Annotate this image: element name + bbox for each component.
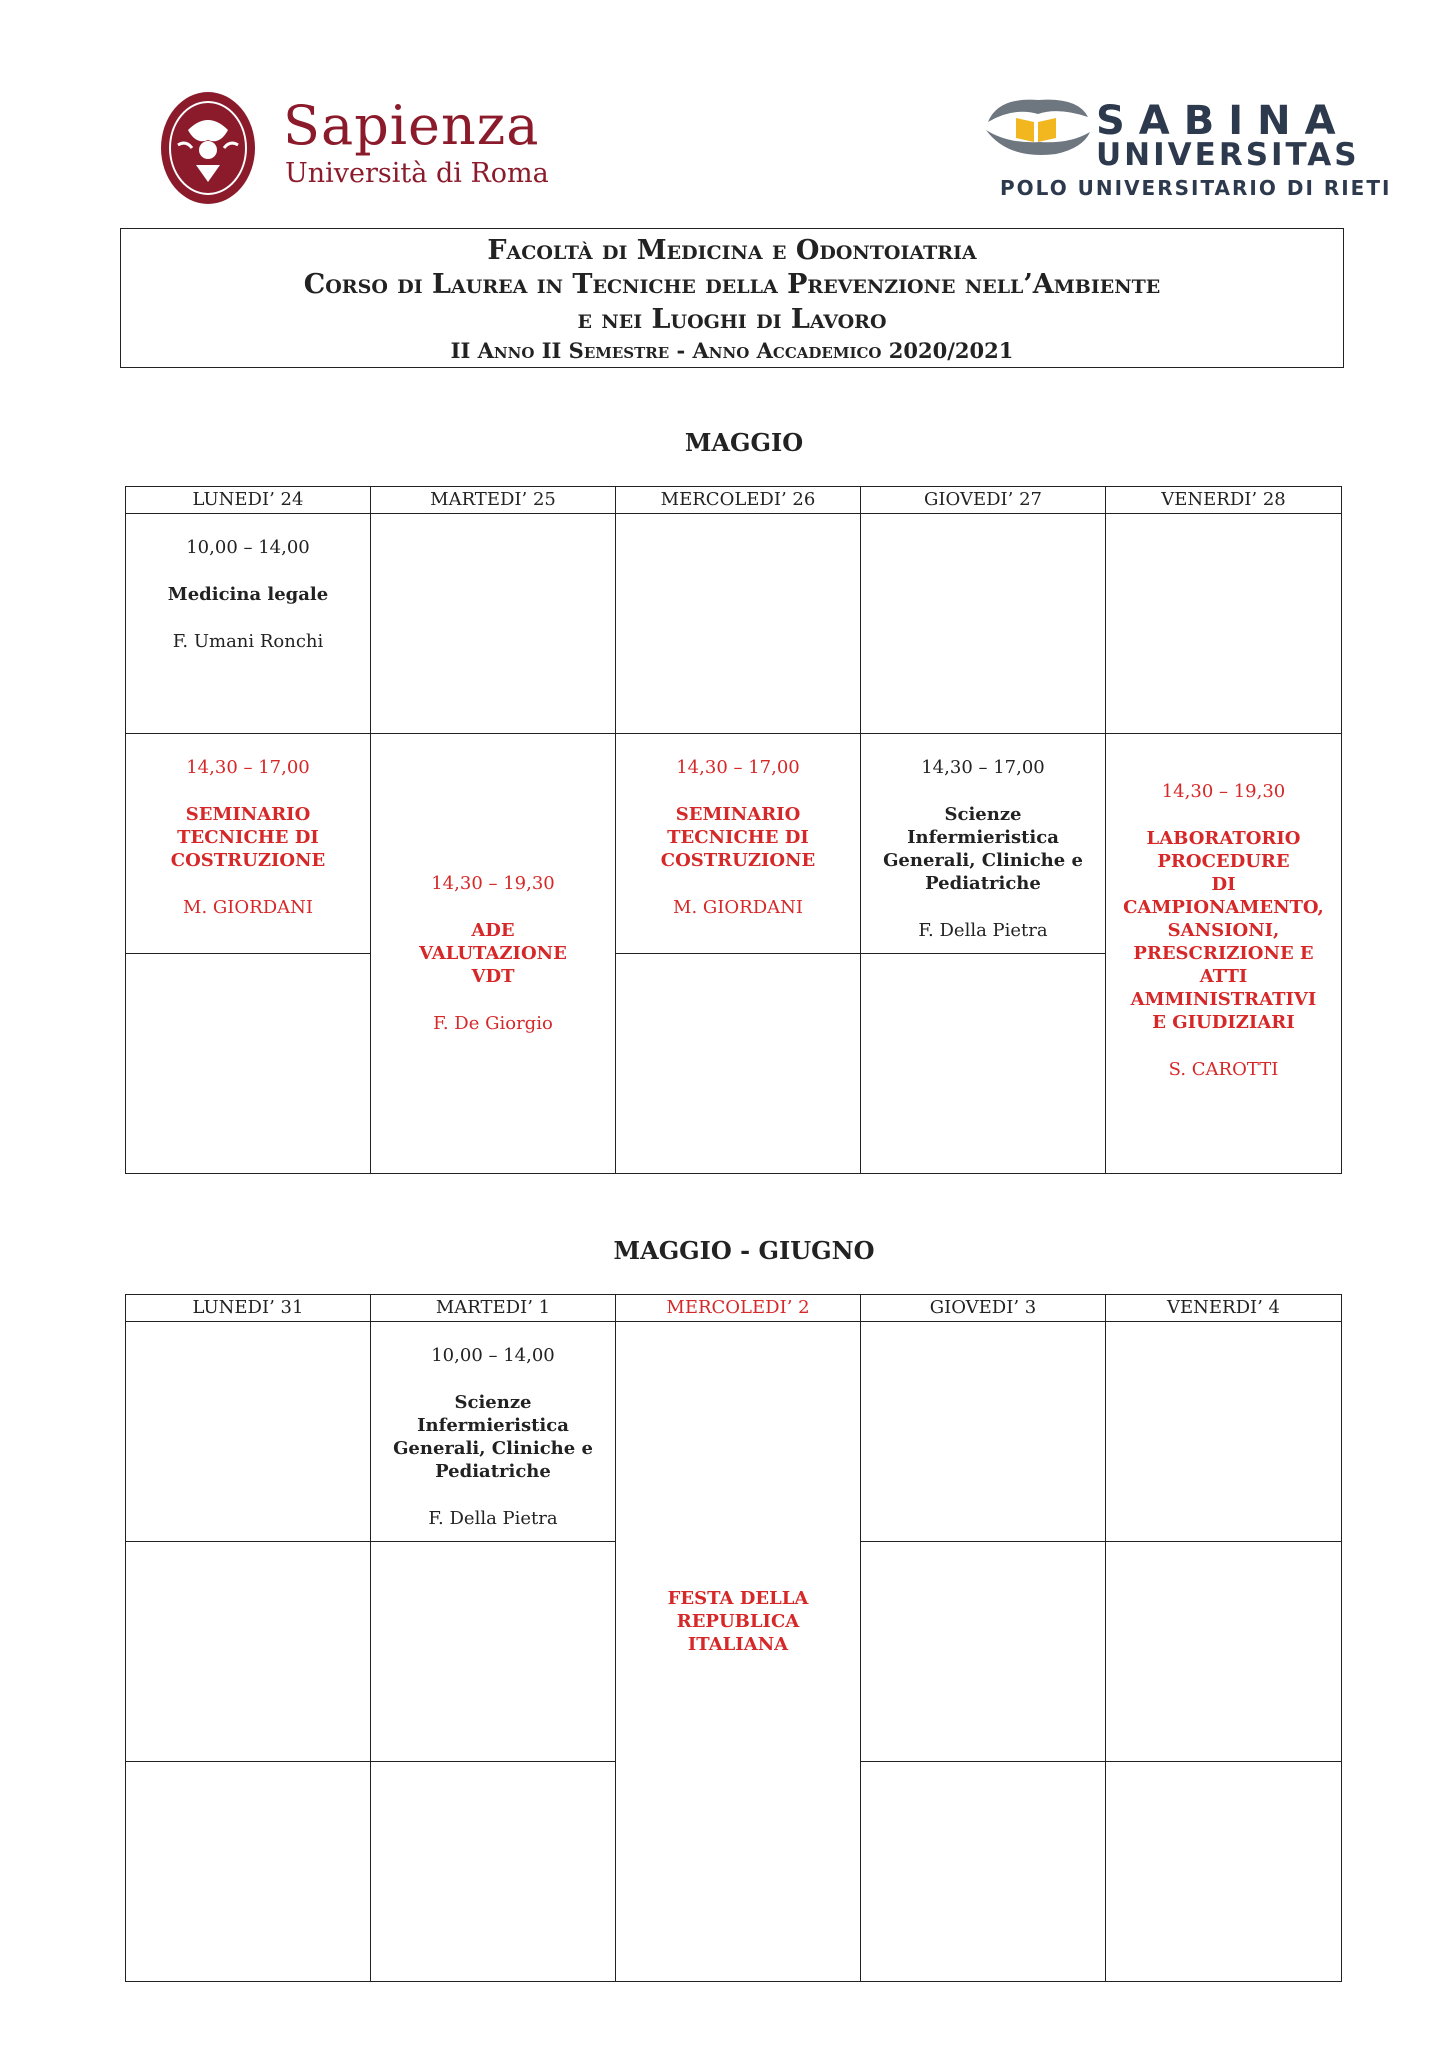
day-header: MERCOLEDI’ 26 <box>616 487 861 514</box>
empty-cell <box>371 514 616 734</box>
week2-title: MAGGIO - GIUGNO <box>613 1236 875 1265</box>
day-header: MARTEDI’ 1 <box>371 1295 616 1322</box>
sabina-logo <box>978 92 1392 202</box>
day-header: GIOVEDI’ 27 <box>861 487 1106 514</box>
empty-cell <box>861 1542 1106 1762</box>
lesson-subject: Medicina legale <box>167 584 329 605</box>
sapienza-name: Sapienza <box>283 94 540 157</box>
lesson-subject: Generali, Cliniche e <box>883 850 1083 871</box>
empty-cell <box>126 1762 371 1982</box>
lesson-subject: VDT <box>471 966 515 987</box>
sapienza-logo <box>158 90 549 210</box>
lesson-subject: Scienze Infermieristica <box>907 804 1059 848</box>
empty-cell <box>371 1762 616 1982</box>
day-header: GIOVEDI’ 3 <box>861 1295 1106 1322</box>
week2-morning-row <box>126 1322 1342 1542</box>
lesson-time: 14,30 – 19,30 <box>431 873 555 894</box>
lesson-teacher: M. GIORDANI <box>673 897 803 918</box>
lesson-cell <box>126 514 371 734</box>
lesson-teacher: F. Umani Ronchi <box>172 631 324 652</box>
day-header: LUNEDI’ 31 <box>126 1295 371 1322</box>
empty-cell <box>1106 1762 1342 1982</box>
lesson-subject: PRESCRIZIONE E <box>1133 943 1314 964</box>
day-header: VENERDI’ 28 <box>1106 487 1342 514</box>
lesson-subject: AMMINISTRATIVI <box>1130 989 1317 1010</box>
empty-cell <box>126 1322 371 1542</box>
lesson-subject: SEMINARIO <box>185 804 311 825</box>
faculty-line: Facoltà di Medicina e Odontoiatria <box>487 235 977 266</box>
empty-cell <box>1106 1322 1342 1542</box>
holiday-label: REPUBLICA <box>676 1611 800 1632</box>
holiday-label: FESTA DELLA <box>667 1588 809 1609</box>
lesson-cell <box>371 1322 616 1542</box>
lesson-cell <box>616 734 861 954</box>
empty-cell <box>861 514 1106 734</box>
lesson-cell <box>861 734 1106 954</box>
year-line: II Anno II Semestre - Anno Accademico 2020/2021 <box>450 338 1014 363</box>
sapienza-seal-icon <box>158 90 258 206</box>
empty-cell <box>126 1542 371 1762</box>
sapienza-subtitle: Università di Roma <box>285 158 549 189</box>
lesson-subject: DI <box>1211 874 1236 895</box>
week1-afternoon-row-1 <box>126 734 1342 954</box>
course-header <box>120 228 1344 368</box>
empty-cell <box>616 954 861 1174</box>
lesson-subject: Scienze Infermieristica <box>417 1392 569 1436</box>
day-header: LUNEDI’ 24 <box>126 487 371 514</box>
lesson-subject: SEMINARIO <box>675 804 801 825</box>
lesson-teacher: F. Della Pietra <box>428 1508 558 1529</box>
holiday-cell <box>616 1322 861 1982</box>
lesson-subject: ATTI <box>1199 966 1248 987</box>
lesson-time: 14,30 – 17,00 <box>186 757 310 778</box>
lesson-subject: E GIUDIZIARI <box>1152 1012 1295 1033</box>
lesson-time: 10,00 – 14,00 <box>186 537 310 558</box>
empty-cell <box>126 954 371 1174</box>
sabina-name: SABINA <box>1096 98 1350 144</box>
empty-cell <box>861 1322 1106 1542</box>
course-line-2: e nei Luoghi di Lavoro <box>577 304 887 335</box>
lesson-teacher: F. De Giorgio <box>433 1013 553 1034</box>
lesson-teacher: M. GIORDANI <box>183 897 313 918</box>
empty-cell <box>861 954 1106 1174</box>
sabina-subtitle: POLO UNIVERSITARIO DI RIETI <box>1000 176 1392 200</box>
sabina-name2: UNIVERSITAS <box>1096 137 1360 173</box>
lesson-teacher: F. Della Pietra <box>918 920 1048 941</box>
lesson-subject: VALUTAZIONE <box>419 943 567 964</box>
week2-header-row <box>126 1295 1342 1322</box>
day-header: MARTEDI’ 25 <box>371 487 616 514</box>
lesson-subject: Pediatriche <box>925 873 1041 894</box>
day-header-holiday: MERCOLEDI’ 2 <box>616 1295 861 1322</box>
empty-cell <box>616 514 861 734</box>
lesson-subject: Generali, Cliniche e <box>393 1438 593 1459</box>
lesson-subject: TECNICHE DI <box>667 827 809 848</box>
lesson-subject: CAMPIONAMENTO, <box>1123 897 1324 918</box>
sabina-book-icon <box>978 92 1098 172</box>
week1-title: MAGGIO <box>684 428 804 457</box>
lesson-cell <box>1106 734 1342 1174</box>
lesson-subject: ADE <box>471 920 515 941</box>
lesson-subject: COSTRUZIONE <box>170 850 326 871</box>
day-header: VENERDI’ 4 <box>1106 1295 1342 1322</box>
lesson-subject: COSTRUZIONE <box>660 850 816 871</box>
lesson-subject: Pediatriche <box>435 1461 551 1482</box>
empty-cell <box>1106 514 1342 734</box>
lesson-time: 14,30 – 17,00 <box>921 757 1045 778</box>
lesson-subject: TECNICHE DI <box>177 827 319 848</box>
lesson-teacher: S. CAROTTI <box>1168 1059 1279 1080</box>
week1-morning-row <box>126 514 1342 734</box>
empty-cell <box>861 1762 1106 1982</box>
empty-cell <box>371 1542 616 1762</box>
lesson-time: 10,00 – 14,00 <box>431 1345 555 1366</box>
lesson-time: 14,30 – 19,30 <box>1161 781 1286 802</box>
course-line: Corso di Laurea in Tecniche della Prevenzione nell’Ambiente <box>303 269 1161 300</box>
week1-schedule-table <box>125 486 1342 1174</box>
week1-header-row <box>126 487 1342 514</box>
holiday-label: ITALIANA <box>687 1634 789 1655</box>
lesson-subject: LABORATORIO <box>1146 828 1301 849</box>
empty-cell <box>1106 1542 1342 1762</box>
week2-schedule-table <box>125 1294 1342 1982</box>
lesson-time: 14,30 – 17,00 <box>676 757 800 778</box>
lesson-subject: PROCEDURE <box>1157 851 1290 872</box>
lesson-cell <box>371 734 616 1174</box>
lesson-cell <box>126 734 371 954</box>
lesson-subject: SANSIONI, <box>1167 920 1280 941</box>
